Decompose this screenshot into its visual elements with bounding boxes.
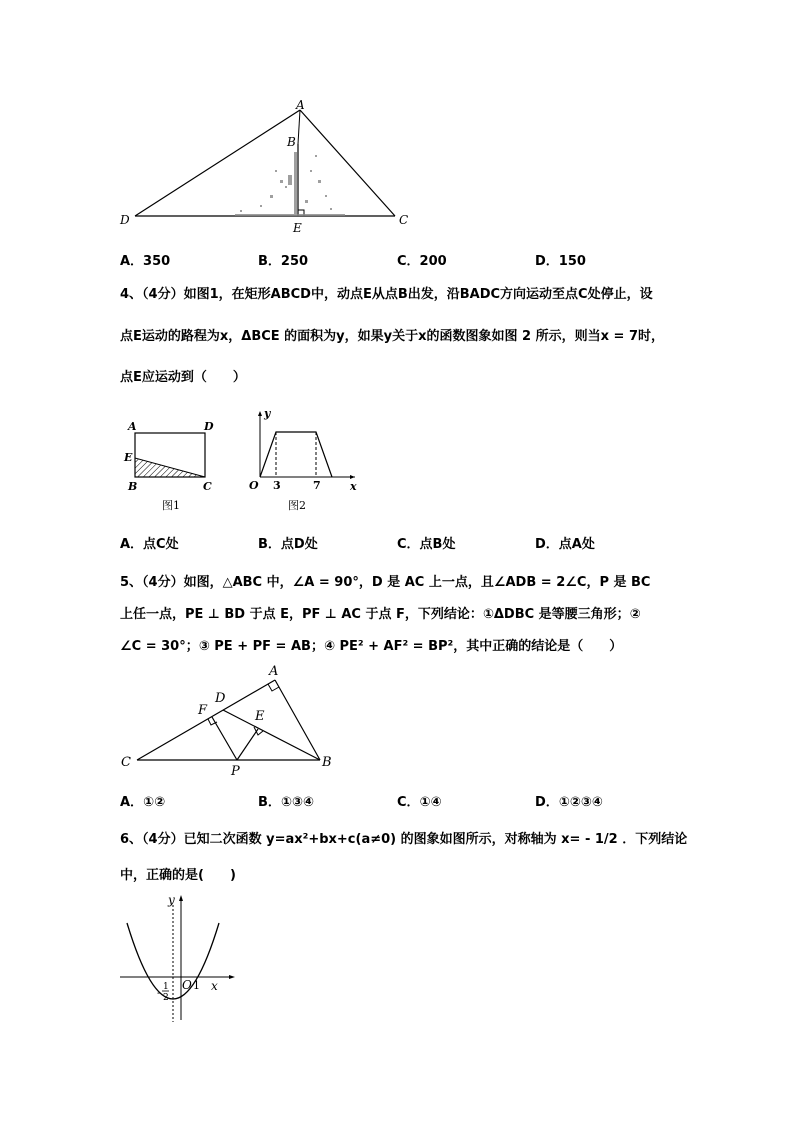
q4-fig1-label-e: E [124, 451, 133, 464]
q6-label-y: y [168, 893, 175, 907]
q4-question-line2: 点E运动的路程为x，ΔBCE 的面积为y，如果y关于x的函数图象如图 2 所示，则当x = 7时， [120, 329, 664, 344]
q4-fig2-label-x: x [350, 480, 357, 493]
q5-question-line2: 上任一点，PE ⊥ BD 于点 E，PF ⊥ AC 于点 F，下列结论：①ΔDBC 是等腰三角形；② [120, 607, 641, 622]
q6-label-neg: - [157, 988, 161, 999]
q3-option-a[interactable]: A．350 [120, 254, 171, 269]
q4-fig2-label-o: O [249, 479, 259, 492]
q4-option-d[interactable]: D．点A处 [535, 537, 595, 552]
q4-option-a[interactable]: A．点C处 [120, 537, 179, 552]
q3-option-b[interactable]: B．250 [258, 254, 309, 269]
q4-fig1-label-a: A [128, 420, 137, 433]
q4-figure-1-rectangle [120, 415, 225, 515]
q6-label-one: 1 [193, 979, 200, 992]
q4-fig2-tick-7: 7 [313, 479, 321, 492]
q4-fig1-caption: 图1 [162, 499, 180, 512]
q4-figure-2-graph [240, 405, 365, 515]
q6-label-x: x [211, 979, 218, 993]
q5-label-b: B [322, 755, 332, 770]
q4-fig2-label-y: y [264, 407, 271, 420]
q3-label-c: C [399, 213, 409, 227]
q6-label-num: 1 [163, 982, 169, 992]
q5-question-line1: 5、（4分）如图，△ABC 中，∠A = 90°，D 是 AC 上一点，且∠ADB = 2∠C，P 是 BC [120, 575, 651, 590]
q3-label-e: E [293, 221, 302, 235]
q6-label-o: O [182, 978, 192, 992]
q3-option-d[interactable]: D．150 [535, 254, 586, 269]
q5-label-p: P [231, 764, 240, 779]
q3-label-d: D [120, 213, 130, 227]
q6-question-line1: 6、（4分）已知二次函数 y=ax²+bx+c(a≠0) 的图象如图所示，对称轴为 x= - 1/2 ．下列结论 [120, 832, 688, 847]
q4-option-c[interactable]: C．点B处 [397, 537, 456, 552]
q5-option-b[interactable]: B．①③④ [258, 795, 314, 810]
q5-label-f: F [198, 703, 208, 718]
q5-triangle-figure [115, 660, 340, 780]
q5-option-d[interactable]: D．①②③④ [535, 795, 603, 810]
q4-question-line1: 4、（4分）如图1，在矩形ABCD中，动点E从点B出发，沿BADC方向运动至点C处停止，设 [120, 287, 653, 302]
q5-option-c[interactable]: C．①④ [397, 795, 442, 810]
q5-label-e: E [255, 709, 265, 724]
q4-fig1-label-b: B [128, 480, 138, 493]
q5-question-line3: ∠C = 30°；③ PE + PF = AB；④ PE² + AF² = BP²，其中正确的结论是（ ） [120, 639, 623, 654]
q3-label-a: A [296, 100, 305, 112]
q3-triangle-figure [110, 100, 420, 240]
q4-fig1-label-d: D [204, 420, 214, 433]
q3-option-c[interactable]: C．200 [397, 254, 447, 269]
q6-question-line2: 中，正确的是( ) [120, 868, 236, 883]
q6-label-den: 2 [163, 993, 169, 1003]
q5-option-a[interactable]: A．①② [120, 795, 166, 810]
q4-option-b[interactable]: B．点D处 [258, 537, 318, 552]
q5-label-a: A [269, 664, 279, 679]
q4-fig2-caption: 图2 [288, 499, 306, 512]
q6-parabola-figure [115, 890, 240, 1025]
q4-fig1-label-c: C [203, 480, 212, 493]
q5-label-c: C [121, 755, 131, 770]
q3-label-b: B [287, 135, 296, 149]
q5-label-d: D [215, 691, 226, 706]
q4-fig2-tick-3: 3 [273, 479, 281, 492]
q4-question-line3: 点E应运动到（ ） [120, 370, 246, 385]
